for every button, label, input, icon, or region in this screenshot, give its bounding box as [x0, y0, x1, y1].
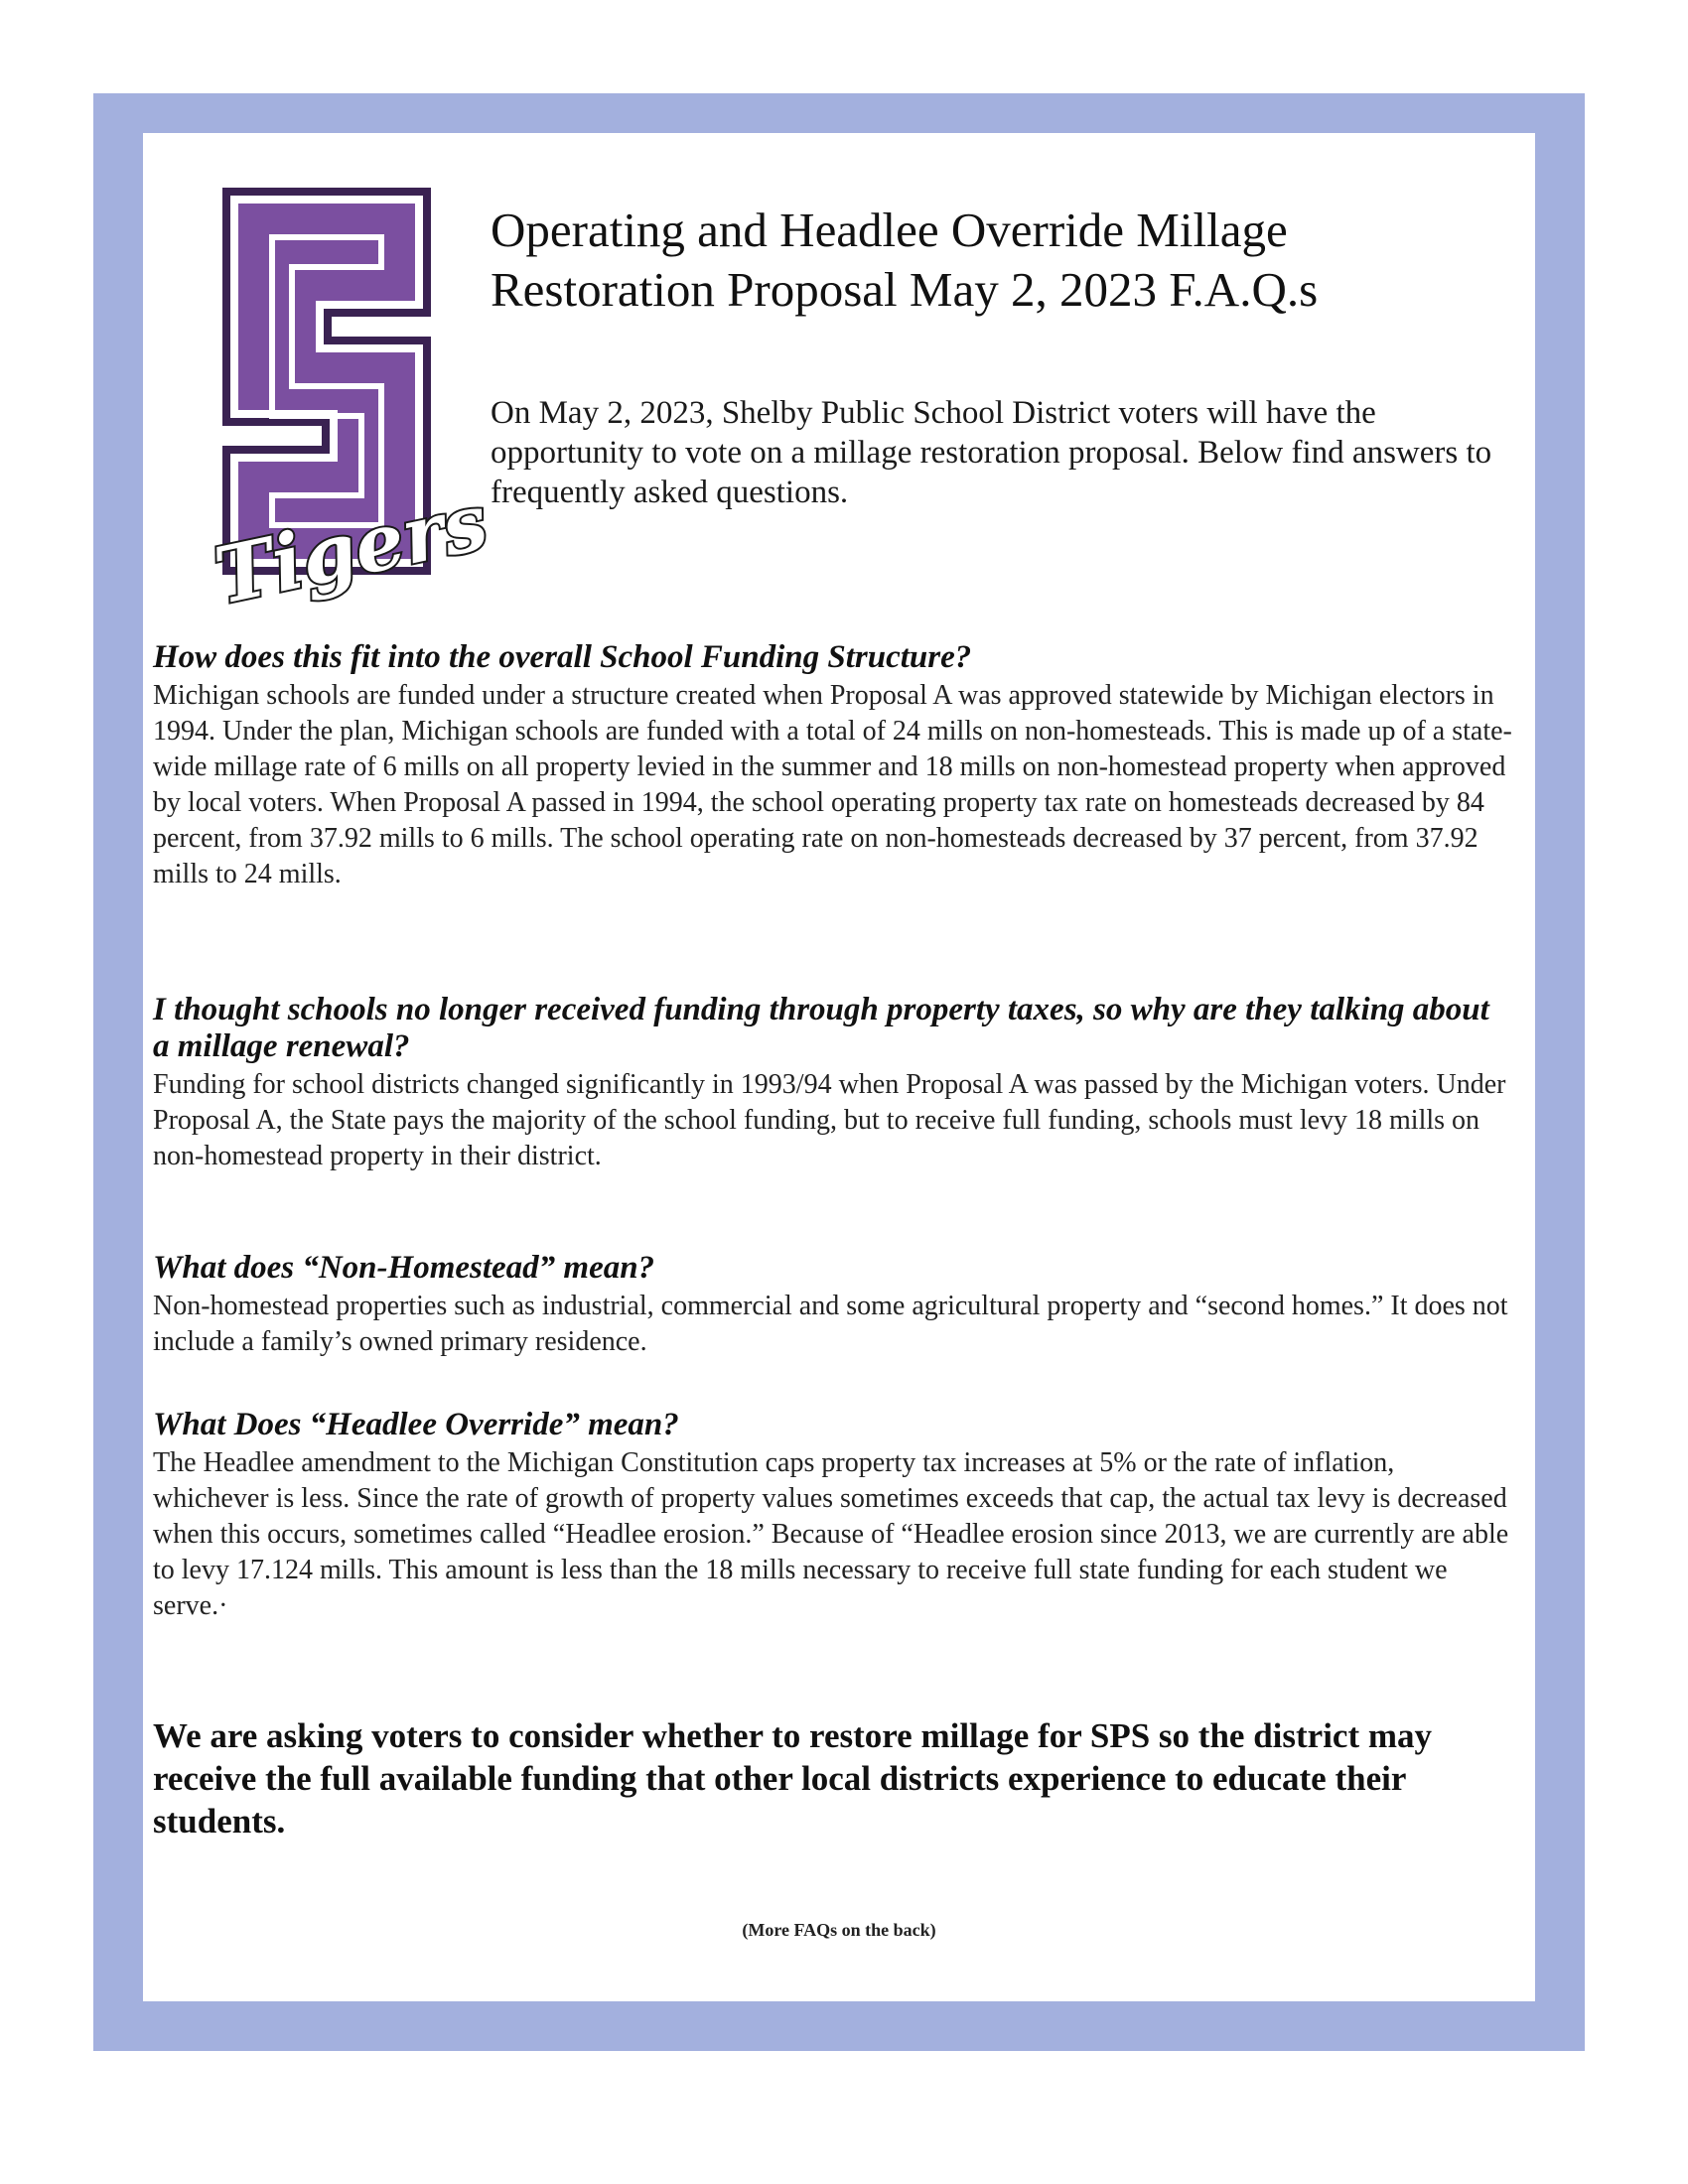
closing-statement: We are asking voters to consider whether to restore millage for SPS so the district may receive the full available funding that other local districts experience to educate their students.: [153, 1716, 1433, 1841]
faq-question: How does this fit into the overall School Funding Structure?: [153, 639, 972, 675]
faq-answer: Funding for school districts changed significantly in 1993/94 when Proposal A was passed by the Michigan voters. Under Proposal A, the State pays the majority of the school funding, but to receive full funding, schools must levy 18 mills on non-homestead property in their district.: [153, 1069, 1506, 1171]
faq-answer: Non-homestead properties such as industrial, commercial and some agricultural property and “second homes.” It does not include a family’s owned primary residence.: [153, 1291, 1508, 1357]
title-line-2: Restoration Proposal May 2, 2023 F.A.Q.s: [491, 262, 1319, 317]
faq-answer: The Headlee amendment to the Michigan Constitution caps property tax increases at 5% or the rate of inflation, whichever is less. Since the rate of growth of property values sometimes exceeds that cap, the actual tax levy is decreased when this occurs, sometimes called “Headlee erosion.” Because of “Headlee erosion since 2013, we are currently are able to levy 17.124 mills. This amount is less than the 18 mills necessary to receive full state funding for each student we serve.·: [153, 1447, 1509, 1621]
faq-item-headlee-override: [153, 1407, 1513, 1624]
logo-script-text: Tigers: [207, 477, 495, 622]
faq-answer: Michigan schools are funded under a structure created when Proposal A was approved statewide by Michigan electors in 1994. Under the plan, Michigan schools are funded with a total of 24 mills on non-homesteads. This is made up of a state-wide millage rate of 6 mills on all property levied in the summer and 18 mills on non-homestead property when approved by local voters. When Proposal A passed in 1994, the school operating property tax rate on homesteads decreased by 84 percent, from 37.92 mills to 6 mills. The school operating rate on non-homesteads decreased by 37 percent, from 37.92 mills to 24 mills.: [153, 680, 1512, 889]
faq-item-non-homestead: [153, 1250, 1513, 1360]
faq-question: What Does “Headlee Override” mean?: [153, 1407, 679, 1442]
faq-item-property-taxes: [153, 992, 1513, 1174]
faq-question: What does “Non-Homestead” mean?: [153, 1250, 655, 1286]
tigers-s-logo: [203, 188, 495, 622]
document-page: [143, 133, 1535, 2001]
title-line-1: Operating and Headlee Override Millage: [491, 203, 1288, 257]
page-border: [93, 93, 1585, 2051]
page-title: [491, 201, 1503, 320]
faq-item-funding-structure: [153, 639, 1513, 892]
faq-question: I thought schools no longer received funding through property taxes, so why are they talking about a millage renewal?: [153, 992, 1489, 1064]
intro-paragraph: On May 2, 2023, Shelby Public School District voters will have the opportunity to vote on a millage restoration proposal. Below find answers to frequently asked questions.: [491, 395, 1492, 510]
footnote: (More FAQs on the back): [742, 1920, 936, 1940]
